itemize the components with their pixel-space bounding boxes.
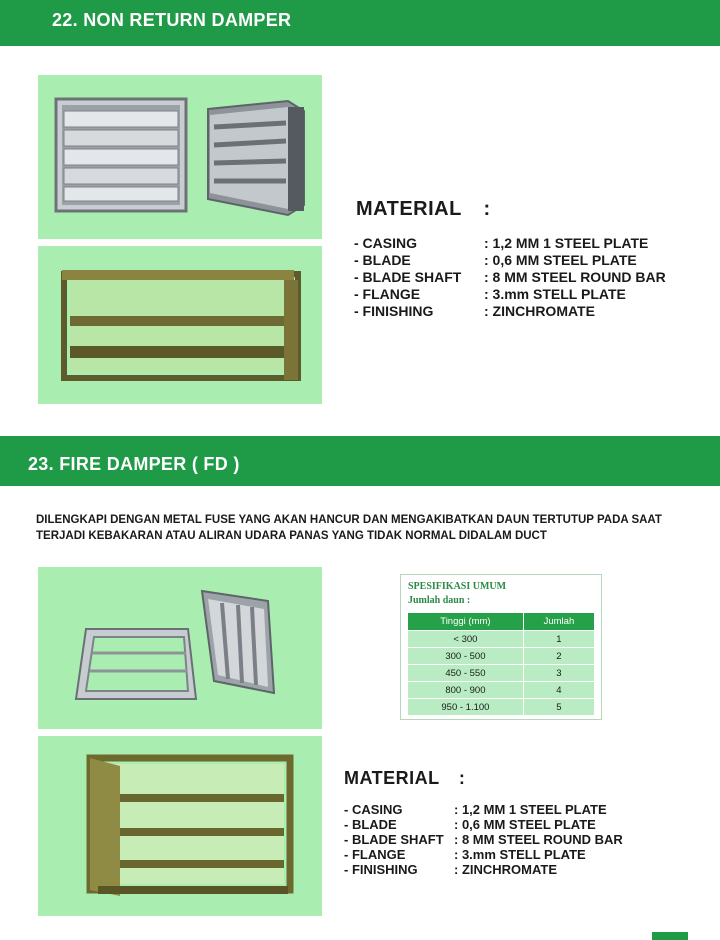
- spec-value: : 3.mm STELL PLATE: [484, 286, 626, 302]
- painted-damper-frame-illustration: [38, 246, 322, 404]
- page-corner-tab: [652, 932, 688, 940]
- material-heading-text: MATERIAL: [356, 198, 462, 220]
- material-spec-list: [354, 235, 694, 320]
- damper-front-and-side-illustration: [38, 75, 322, 239]
- table-cell: < 300: [408, 631, 523, 648]
- spec-row-flange: [344, 847, 684, 862]
- spec-row-casing: [344, 802, 684, 817]
- material-heading-text: MATERIAL: [344, 768, 440, 788]
- table-cell: 4: [523, 682, 594, 699]
- material-heading-colon: :: [458, 768, 466, 788]
- table-row: [408, 682, 594, 699]
- description-line: DILENGKAPI DENGAN METAL FUSE YANG AKAN HANCUR DAN MENGAKIBATKAN DAUN TERTUTUP PADA SAAT: [36, 514, 662, 526]
- spec-value: : 0,6 MM STEEL PLATE: [484, 252, 637, 268]
- spec-value: : 8 MM STEEL ROUND BAR: [454, 832, 623, 847]
- fire-damper-frames-illustration: [38, 567, 322, 729]
- table-cell: 800 - 900: [408, 682, 523, 699]
- fire-damper-photo-bottom: [38, 736, 322, 916]
- spec-value: : ZINCHROMATE: [454, 862, 558, 877]
- table-row: [408, 699, 594, 716]
- table-cell: 5: [523, 699, 594, 716]
- spec-row-flange: [354, 286, 694, 303]
- table-cell: 950 - 1.100: [408, 699, 523, 716]
- spec-value: : 3.mm STELL PLATE: [454, 847, 586, 862]
- spec-value: : 8 MM STEEL ROUND BAR: [484, 269, 666, 285]
- spec-label: - BLADE: [354, 252, 411, 268]
- spec-row-finishing: [354, 303, 694, 320]
- spec-table-title: SPESIFIKASI UMUM: [408, 581, 507, 592]
- description-line: TERJADI KEBAKARAN ATAU ALIRAN UDARA PANAS YANG TIDAK NORMAL DIDALAM DUCT: [36, 530, 547, 542]
- spec-table-subtitle: Jumlah daun :: [408, 595, 471, 606]
- spec-value: : 1,2 MM 1 STEEL PLATE: [454, 802, 607, 817]
- table-cell: 1: [523, 631, 594, 648]
- spec-value: : 1,2 MM 1 STEEL PLATE: [484, 235, 649, 251]
- spec-label: - FINISHING: [344, 862, 418, 877]
- material-heading-colon: :: [483, 198, 491, 220]
- blade-count-table: [408, 613, 594, 715]
- column-header: Tinggi (mm): [408, 613, 523, 631]
- spec-label: - BLADE: [344, 817, 397, 832]
- spec-row-blade-shaft: [344, 832, 684, 847]
- fire-damper-description: [36, 512, 696, 544]
- table-cell: 300 - 500: [408, 648, 523, 665]
- section-banner-non-return-damper: [0, 0, 720, 46]
- spec-row-finishing: [344, 862, 684, 877]
- table-cell: 3: [523, 665, 594, 682]
- non-return-damper-photo-bottom: [38, 246, 322, 404]
- section-title: 22. NON RETURN DAMPER: [52, 10, 292, 30]
- spec-label: - CASING: [354, 235, 417, 251]
- material-heading: [356, 198, 491, 221]
- column-header: Jumlah: [523, 613, 594, 631]
- spec-label: - FLANGE: [354, 286, 421, 302]
- table-row: [408, 665, 594, 682]
- spec-value: : ZINCHROMATE: [484, 303, 595, 319]
- section-banner-fire-damper: [0, 436, 720, 486]
- table-row: [408, 631, 594, 648]
- spec-table-card: [400, 574, 602, 720]
- table-cell: 450 - 550: [408, 665, 523, 682]
- spec-label: - BLADE SHAFT: [344, 832, 444, 847]
- spec-value: : 0,6 MM STEEL PLATE: [454, 817, 596, 832]
- spec-label: - FLANGE: [344, 847, 406, 862]
- section-title: 23. FIRE DAMPER ( FD ): [28, 454, 240, 474]
- material-spec-list: [344, 802, 684, 877]
- fire-damper-painted-illustration: [38, 736, 322, 916]
- spec-row-blade: [354, 252, 694, 269]
- spec-row-blade-shaft: [354, 269, 694, 286]
- table-cell: 2: [523, 648, 594, 665]
- spec-label: - CASING: [344, 802, 403, 817]
- spec-label: - BLADE SHAFT: [354, 269, 462, 285]
- fire-damper-photo-top: [38, 567, 322, 729]
- material-heading: [344, 768, 465, 789]
- spec-label: - FINISHING: [354, 303, 434, 319]
- non-return-damper-photo-top: [38, 75, 322, 239]
- table-header-row: [408, 613, 594, 631]
- spec-row-blade: [344, 817, 684, 832]
- spec-row-casing: [354, 235, 694, 252]
- table-row: [408, 648, 594, 665]
